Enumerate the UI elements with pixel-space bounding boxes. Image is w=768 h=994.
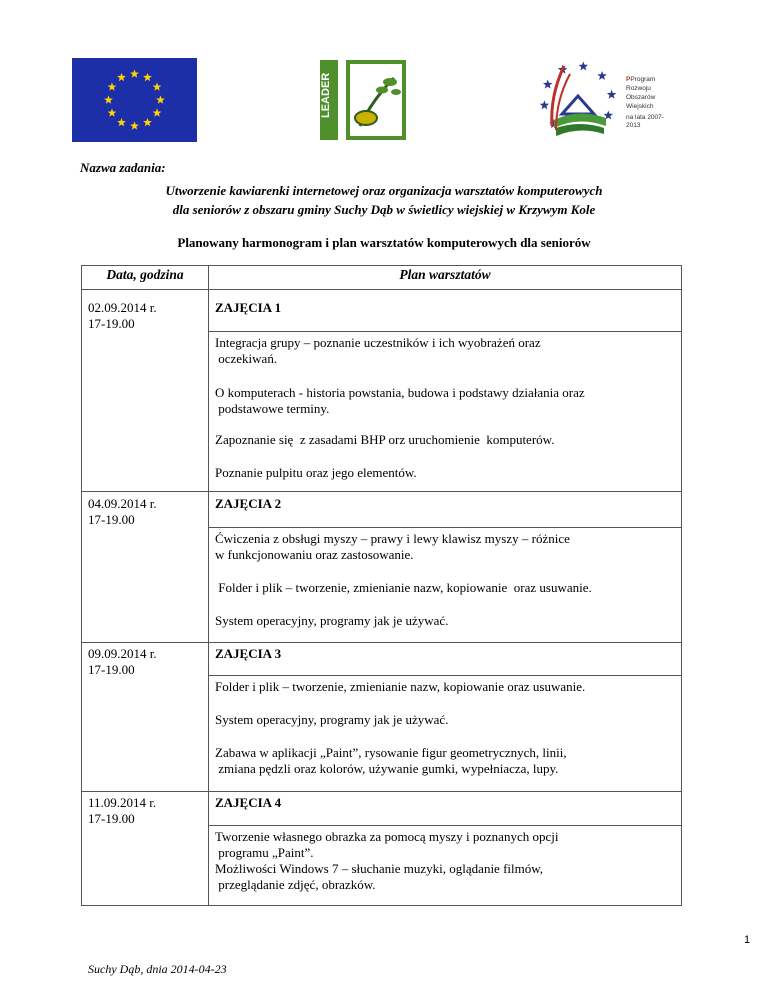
leader-logo	[320, 60, 408, 140]
session-item: Możliwości Windows 7 – słuchanie muzyki, oglądanie filmów,	[215, 861, 544, 876]
footer-place-date: Suchy Dąb, dnia 2014-04-23	[88, 962, 227, 976]
eu-stars-icon	[72, 58, 197, 142]
row-time: 17-19.00	[88, 316, 135, 331]
star-icon	[130, 121, 139, 129]
session-item: zmiana pędzli oraz kolorów, używanie gumki, wypełniacza, lupy.	[215, 761, 559, 776]
prow-text-line3: Obszarów	[626, 94, 656, 101]
prow-text-line2: Rozwoju	[626, 85, 651, 92]
star-icon	[607, 90, 617, 99]
session-item: Zabawa w aplikacji „Paint”, rysowanie figur geometrycznych, linii,	[215, 745, 567, 760]
star-icon	[579, 61, 589, 70]
star-icon	[540, 100, 550, 109]
session-title: ZAJĘCIA 3	[215, 646, 282, 661]
session-item: Folder i plik – tworzenie, zmienianie nazw, kopiowanie oraz usuwanie.	[215, 580, 592, 595]
table-border-top	[81, 265, 682, 266]
star-icon	[143, 73, 152, 81]
session-item: oczekiwań.	[215, 351, 278, 366]
session-item: System operacyjny, programy jak je używać.	[215, 613, 449, 628]
table-border-mid	[208, 265, 209, 906]
star-icon	[108, 82, 117, 90]
task-label: Nazwa zadania:	[80, 160, 166, 175]
star-icon	[130, 69, 139, 77]
session-item: Tworzenie własnego obrazka za pomocą myszy i poznanych opcji	[215, 829, 559, 844]
star-icon	[153, 82, 162, 90]
session-item: O komputerach - historia powstania, budowa i podstawy działania oraz	[215, 385, 585, 400]
session-item: System operacyjny, programy jak je używać.	[215, 712, 449, 727]
star-icon	[153, 108, 162, 116]
table-border-left	[81, 265, 82, 906]
star-icon	[597, 71, 607, 80]
row-date: 02.09.2014 r.	[88, 300, 157, 315]
title-divider	[208, 527, 682, 528]
row-divider	[81, 491, 682, 492]
column-header-date: Data, godzina	[106, 267, 184, 282]
session-item: Integracja grupy – poznanie uczestników i ich wyobrażeń oraz	[215, 335, 541, 350]
session-item: programu „Paint”.	[215, 845, 314, 860]
session-title: ZAJĘCIA 1	[215, 300, 282, 315]
title-divider	[208, 675, 682, 676]
task-title-line2: dla seniorów z obszaru gminy Suchy Dąb w świetlicy wiejskiej w Krzywym Kole	[172, 202, 596, 217]
page-number: 1	[744, 934, 751, 946]
schedule-subtitle: Planowany harmonogram i plan warsztatów komputerowych dla seniorów	[177, 235, 591, 250]
eu-flag-logo	[72, 58, 197, 142]
session-title: ZAJĘCIA 2	[215, 496, 282, 511]
row-date: 04.09.2014 r.	[88, 496, 157, 511]
prow-logo	[534, 56, 674, 138]
table-border-bottom	[81, 905, 682, 906]
row-divider	[81, 642, 682, 643]
star-icon	[117, 118, 126, 126]
star-icon	[143, 118, 152, 126]
column-header-plan: Plan warsztatów	[399, 267, 491, 282]
task-title-line1: Utworzenie kawiarenki internetowej oraz organizacja warsztatów komputerowych	[165, 183, 603, 198]
title-divider	[208, 825, 682, 826]
session-item: przeglądanie zdjęć, obrazków.	[215, 877, 376, 892]
row-time: 17-19.00	[88, 662, 135, 677]
session-item: Poznanie pulpitu oraz jego elementów.	[215, 465, 417, 480]
session-item: Folder i plik – tworzenie, zmienianie nazw, kopiowanie oraz usuwanie.	[215, 679, 586, 694]
star-icon	[104, 95, 113, 103]
table-border-right	[681, 265, 682, 906]
leader-wordmark: LEADER	[320, 72, 332, 118]
row-date: 09.09.2014 r.	[88, 646, 157, 661]
prow-text-line1: PProgram	[626, 76, 656, 83]
session-item: podstawowe terminy.	[215, 401, 330, 416]
session-item: Zapoznanie się z zasadami BHP orz uruchomienie komputerów.	[215, 432, 555, 447]
row-date: 11.09.2014 r.	[88, 795, 157, 810]
session-item: Ćwiczenia z obsługi myszy – prawy i lewy klawisz myszy – różnice	[215, 531, 570, 546]
prow-text-line4: Wiejskich	[626, 103, 654, 110]
star-icon	[156, 95, 165, 103]
session-title: ZAJĘCIA 4	[215, 795, 282, 810]
title-divider	[208, 331, 682, 332]
star-icon	[108, 108, 117, 116]
row-divider	[81, 791, 682, 792]
session-item: w funkcjonowaniu oraz zastosowanie.	[215, 547, 414, 562]
star-icon	[117, 73, 126, 81]
table-header-divider	[81, 289, 682, 290]
row-time: 17-19.00	[88, 512, 135, 527]
row-time: 17-19.00	[88, 811, 135, 826]
prow-text-line5: na lata 2007-2013	[626, 114, 664, 129]
star-icon	[543, 80, 553, 89]
